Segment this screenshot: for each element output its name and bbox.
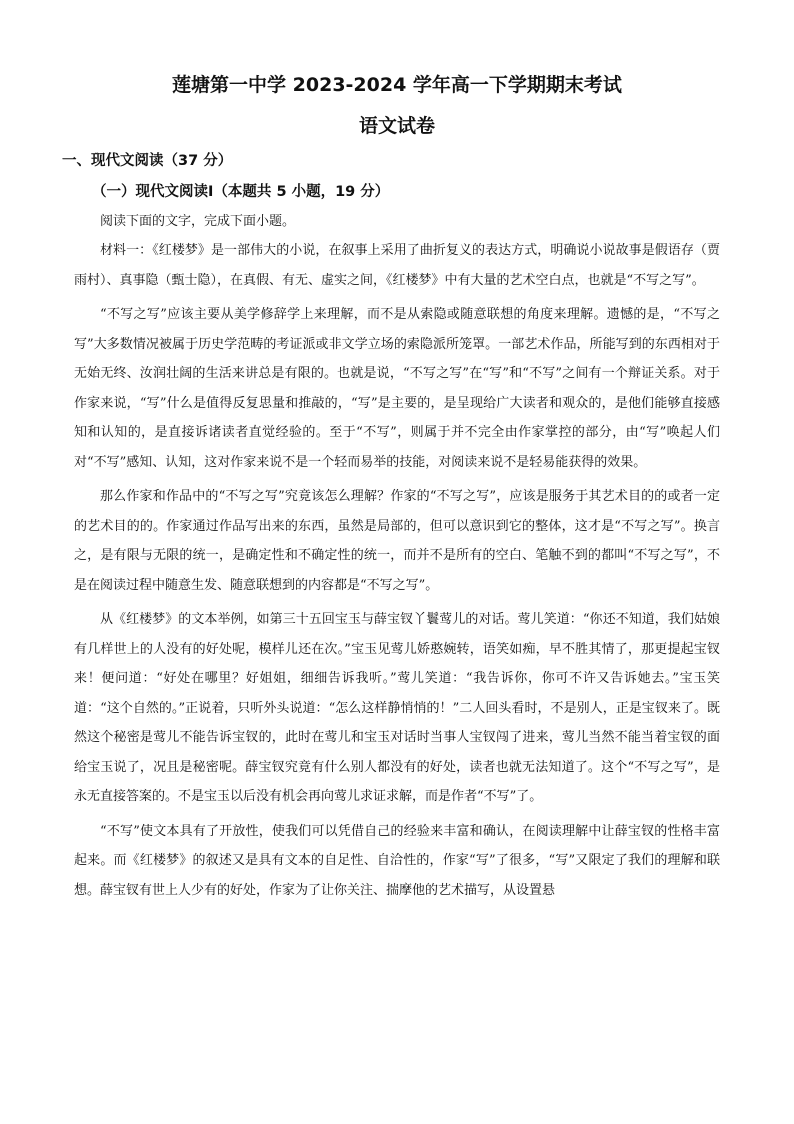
passage-paragraph-3: 那么作家和作品中的“不写之写”究竟该怎么理解？作家的“不写之写”，应该是服务于其艺术目的的或者一定的艺术目的的。作家通过作品写出来的东西，虽然是局部的，但可以意识到它的整体，这才是“不写之写”。换言之，是有限与无限的统一，是确定性和不确定性的统一，而并不是所有的空白、笔触不到的都叫“不写之写”，不是在阅读过程中随意生发、随意联想到的内容都是“不写之写”。 xyxy=(74,489,720,593)
exam-subtitle: 语文试卷 xyxy=(358,115,435,137)
reading-passage xyxy=(74,236,720,905)
exam-title: 莲塘第一中学 2023-2024 学年高一下学期期末考试 xyxy=(172,74,622,96)
passage-paragraph-2: “不写之写”应该主要从美学修辞学上来理解，而不是从索隐或随意联想的角度来理解。遗憾的是，“不写之写”大多数情况被属于历史学范畴的考证派或非文学立场的索隐派所笼罩。一部艺术作品，所能写到的东西相对于无始无终、汝润壮阔的生活来讲总是有限的。也就是说，“不写之写”在“写”和“不写”之间有一个辩证关系。对于作家来说，“写”什么是值得反复思量和推敲的，“写”是主要的，是呈现给广大读者和观众的，是他们能够直接感知和认知的，是直接诉诸读者直觉经验的。至于“不写”，则属于并不完全由作家掌控的部分，由“写”唤起人们对“不写”感知、认知，这对作家来说不是一个轻而易举的技能，对阅读来说不是轻易能获得的效果。 xyxy=(74,307,720,470)
passage-paragraph-4: 从《红楼梦》的文本举例，如第三十五回宝玉与薛宝钗丫鬟莺儿的对话。莺儿笑道：“你还不知道，我们姑娘有几样世上的人没有的好处呢，模样儿还在次。”宝玉见莺儿娇憨婉转，语笑如痴，早不胜其情了，那更提起宝钗来！便问道：“好处在哪里？好姐姐，细细告诉我听。”莺儿笑道：“我告诉你，你可不许又告诉她去。”宝玉笑道：“这个自然的。”正说着，只听外头说道：“怎么这样静悄悄的！”二人回头看时，不是别人，正是宝钗来了。既然这个秘密是莺儿不能告诉宝钗的，此时在莺儿和宝玉对话时当事人宝钗闯了进来，莺儿当然不能当着宝钗的面给宝玉说了，况且是秘密呢。薛宝钗究竟有什么别人都没有的好处，读者也就无法知道了。这个“不写之写”，是永无直接答案的。不是宝玉以后没有机会再向莺儿求证求解，而是作者“不写”了。 xyxy=(74,612,720,804)
reading-instruction: 阅读下面的文字，完成下面小题。 xyxy=(100,214,296,229)
section-heading: 一、现代文阅读（37 分） xyxy=(62,153,233,169)
passage-paragraph-5: “不写”使文本具有了开放性，使我们可以凭借自己的经验来丰富和确认，在阅读理解中让薛宝钗的性格丰富起来。而《红楼梦》的叙述又是具有文本的自足性、自洽性的，作家“写”了很多，“写”又限定了我们的理解和联想。薛宝钗有世上人少有的好处，作家为了让你关注、揣摩他的艺术描写，从设置悬 xyxy=(74,823,720,898)
subsection-heading: （一）现代文阅读Ⅰ（本题共 5 小题，19 分） xyxy=(92,184,390,200)
passage-paragraph-1: 材料一：《红楼梦》是一部伟大的小说，在叙事上采用了曲折复义的表达方式，明确说小说故事是假语存（贾雨村）、真事隐（甄士隐），在真假、有无、虚实之间，《红楼梦》中有大量的艺术空白点，也就是“不写之写”。 xyxy=(74,243,720,288)
